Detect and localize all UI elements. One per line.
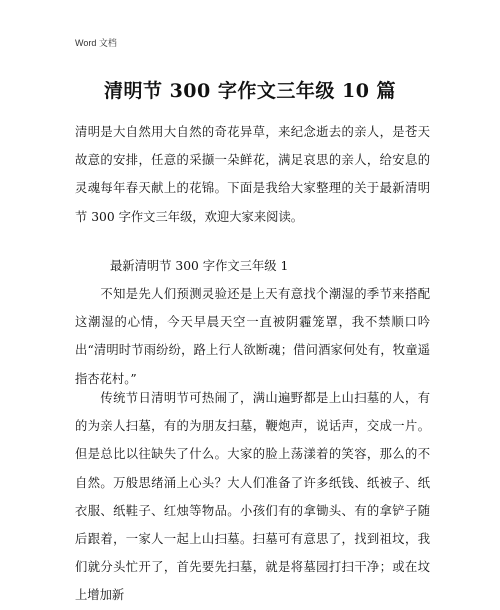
document-title: 清明节 300 字作文三年级 10 篇 <box>103 80 397 102</box>
body-paragraph: 不知是先人们预测灵验还是上天有意找个潮湿的季节来搭配这潮湿的心情，今天早晨天空一直被阴霾笼罩，我不禁顺口吟出“清明时节雨纷纷，路上行人欲断魂；借问酒家何处有，牧童遥指杏花村。” <box>75 287 430 386</box>
document-type-label: Word 文档 <box>75 38 117 48</box>
intro-paragraph: 清明是大自然用大自然的奇花异草，来纪念逝去的亲人，是苍天故意的安排，任意的采撷一朵鲜花，满足哀思的亲人，给安息的灵魂每年春天献上的花锦。下面是我给大家整理的关于最新清明节 300 字作文三年级，欢迎大家来阅读。 <box>75 125 430 224</box>
section-heading: 最新清明节 300 字作文三年级 1 <box>110 259 289 273</box>
body-paragraph: 传统节日清明节可热闹了，满山遍野都是上山扫墓的人，有的为亲人扫墓，有的为朋友扫墓，鞭炮声，说话声，交成一片。但是总比以往缺失了什么。大家的脸上荡漾着的笑容，那么的不自然。万般思绪涌上心头？大人们准备了许多纸钱、纸被子、纸衣服、纸鞋子、红烛等物品。小孩们有的拿锄头、有的拿铲子随后跟着，一家人一起上山扫墓。扫墓可有意思了，找到祖坟，我们就分头忙开了，首先要先扫墓，就是将墓园打扫干净；或在坟上增加新 <box>75 391 430 603</box>
